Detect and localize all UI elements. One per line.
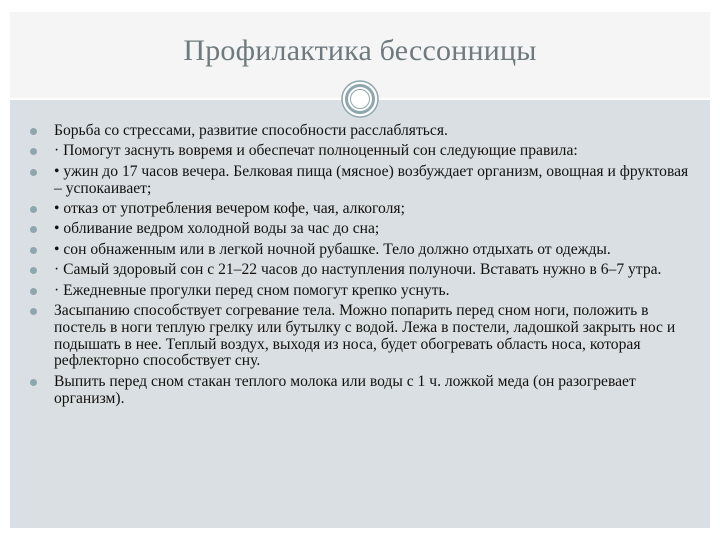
list-item <box>26 164 698 198</box>
list-item <box>26 283 698 300</box>
list-item-text: · Ежедневные прогулки перед сном помогут крепко уснуть. <box>54 281 450 299</box>
bullet-icon <box>30 226 37 233</box>
list-item <box>26 303 698 370</box>
bullet-icon <box>30 148 37 155</box>
list-item-text: Выпить перед сном стакан теплого молока или воды с 1 ч. ложкой меда (он разогревает организм). <box>54 372 636 407</box>
list-item <box>26 143 698 160</box>
list-item <box>26 201 698 218</box>
bullet-icon <box>30 267 37 274</box>
list-item-text: Засыпанию способствует согревание тела. Можно попарить перед сном ноги, положить в постель в ноги теплую грелку или бутылку с водой. Лежа в постели, ладошкой закрыть нос и подышать в нее. Теплый воздух, выходя из носа, будет обогревать область носа, которая рефлекторно способствует сну. <box>54 301 676 370</box>
list-item-text: • обливание ведром холодной воды за час до сна; <box>54 220 380 238</box>
bullet-icon <box>30 169 37 176</box>
list-item <box>26 262 698 279</box>
list-item-text: • отказ от употребления вечером кофе, чая, алкоголя; <box>54 199 405 217</box>
list-item-text: • сон обнаженным или в легкой ночной рубашке. Тело должно отдыхать от одежды. <box>54 240 611 258</box>
bullet-icon <box>30 206 37 213</box>
list-item <box>26 374 698 408</box>
circle-emblem-icon <box>341 80 379 118</box>
list-item-text: · Самый здоровый сон с 21–22 часов до наступления полуночи. Вставать нужно в 6–7 утра. <box>54 261 662 279</box>
list-item-text: • ужин до 17 часов вечера. Белковая пища (мясное) возбуждает организм, овощная и фруктовая – успокаивает; <box>54 162 689 197</box>
slide-title: Профилактика бессонницы <box>183 34 537 67</box>
list-item-text: · Помогут заснуть вовремя и обеспечат полноценный сон следующие правила: <box>54 142 578 160</box>
list-item <box>26 123 698 140</box>
bullet-icon <box>30 288 37 295</box>
list-item-text: Борьба со стрессами, развитие способности расслабляться. <box>54 122 448 139</box>
bullet-icon <box>30 247 37 254</box>
bullet-icon <box>30 379 37 386</box>
bullet-icon <box>30 128 37 135</box>
list-item <box>26 221 698 238</box>
list-item <box>26 242 698 259</box>
bullet-icon <box>30 308 37 315</box>
bullet-list <box>26 123 698 411</box>
